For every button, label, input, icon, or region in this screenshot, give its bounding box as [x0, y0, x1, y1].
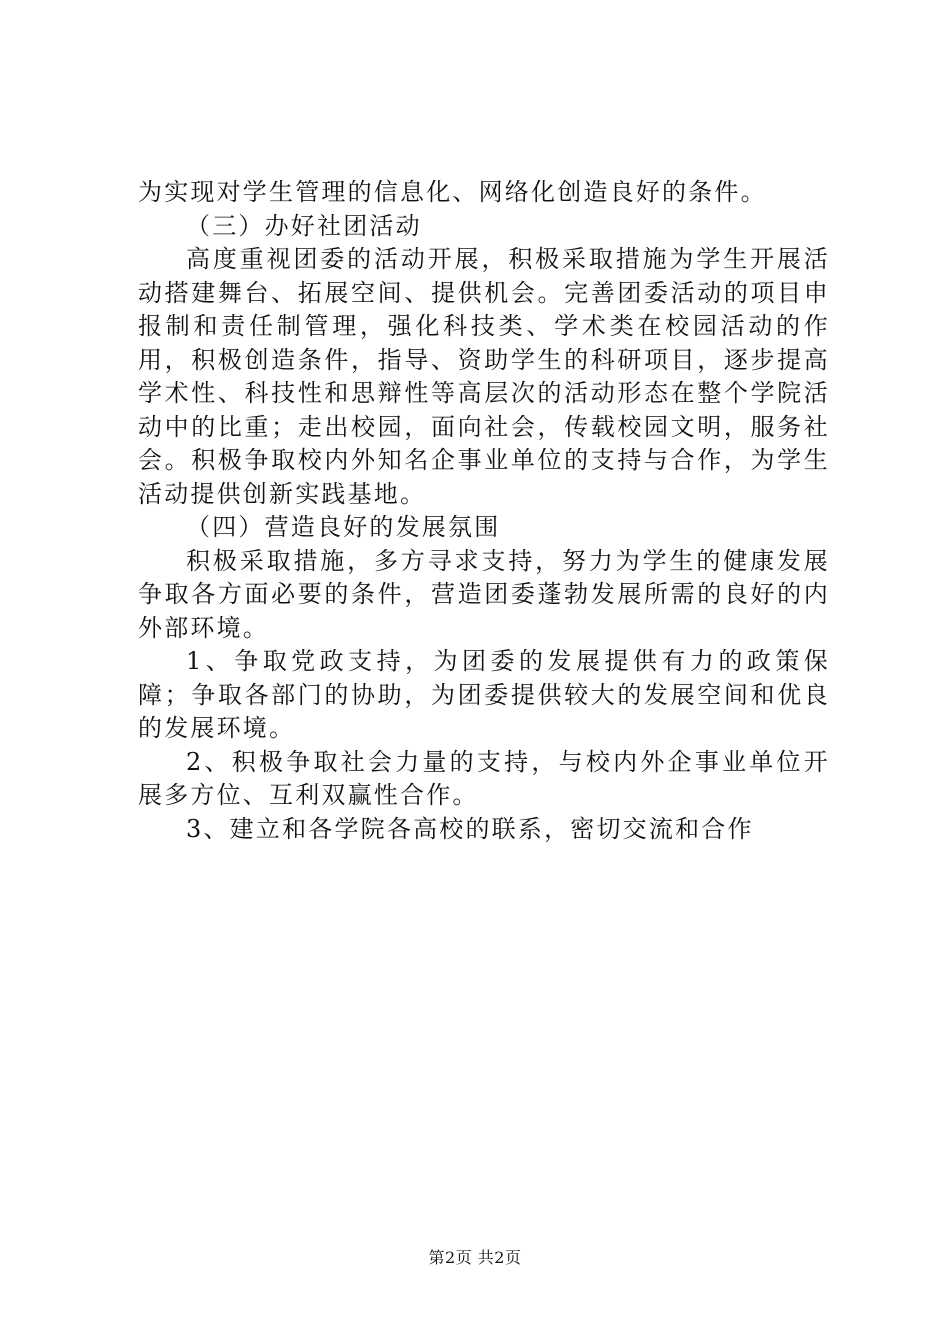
paragraph-environment: 积极采取措施，多方寻求支持，努力为学生的健康发展争取各方面必要的条件，营造团委蓬勃发展所需的良好的内外部环境。 [138, 546, 830, 642]
document-body [138, 176, 830, 846]
paragraph-club-activities: 高度重视团委的活动开展，积极采取措施为学生开展活动搭建舞台、拓展空间、提供机会。完善团委活动的项目申报制和责任制管理，强化科技类、学术类在校园活动的作用，积极创造条件，指导、资助学生的科研项目，逐步提高学术性、科技性和思辩性等高层次的活动形态在整个学院活动中的比重；走出校园，面向社会，传载校园文明，服务社会。积极争取校内外知名企事业单位的支持与合作，为学生活动提供创新实践基地。 [138, 245, 830, 508]
list-item-3: 3、建立和各学院各高校的联系，密切交流和合作 [186, 814, 754, 843]
section-heading-4: （四）营造良好的发展氛围 [186, 513, 501, 541]
section-heading-3: （三）办好社团活动 [186, 211, 422, 240]
page-number-footer: 第2页 共2页 [428, 1248, 522, 1267]
paragraph-continuation: 为实现对学生管理的信息化、网络化创造良好的条件。 [138, 178, 767, 206]
list-item-1: 1、争取党政支持，为团委的发展提供有力的政策保障；争取各部门的协助，为团委提供较大的发展空间和优良的发展环境。 [138, 647, 830, 742]
list-item-2: 2、积极争取社会力量的支持，与校内外企事业单位开展多方位、互利双赢性合作。 [138, 747, 830, 809]
